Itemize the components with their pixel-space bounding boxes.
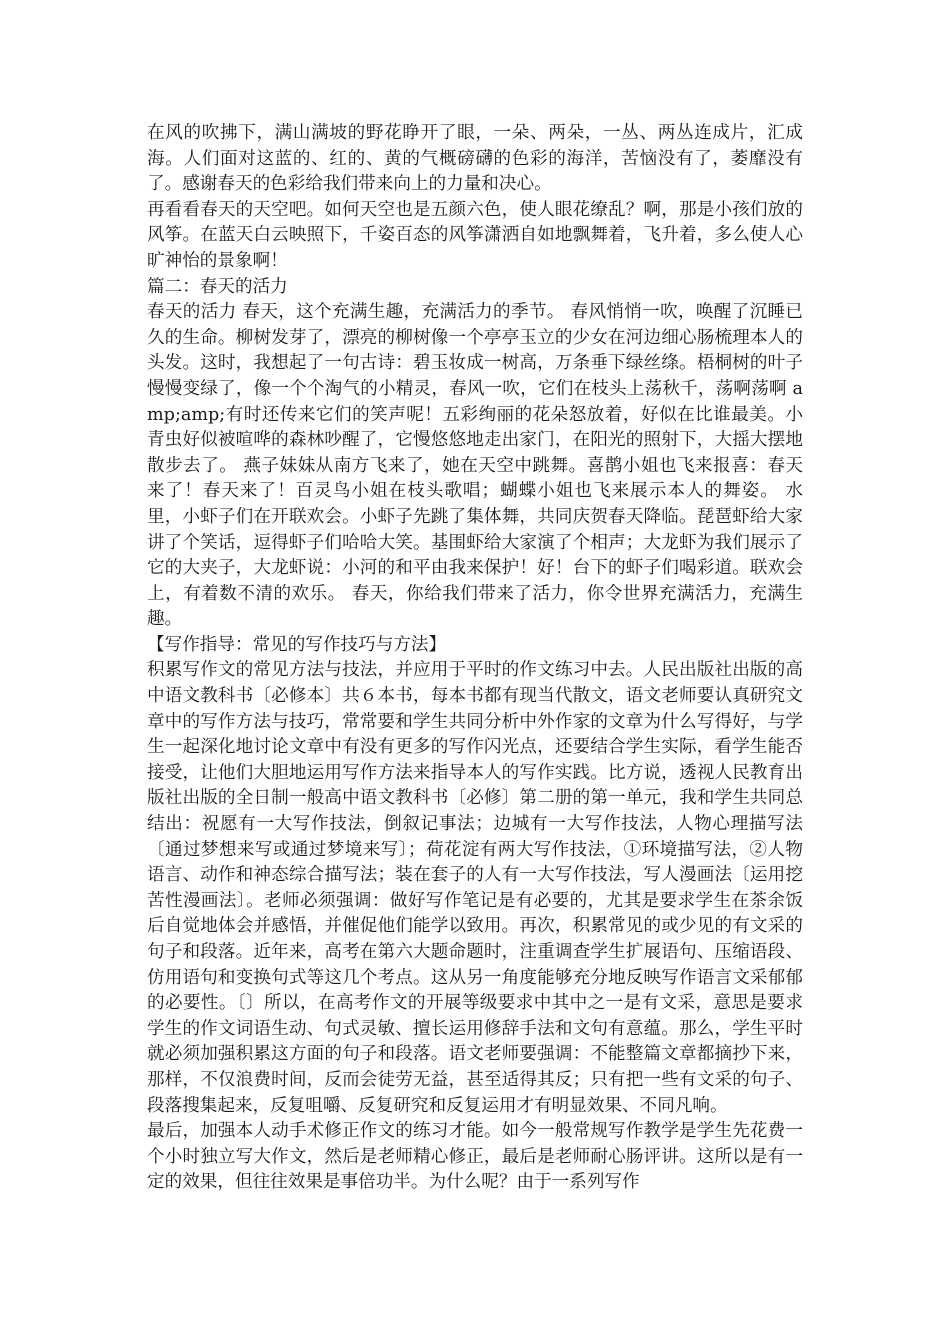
paragraph-writing-methods: 积累写作文的常见方法与技法，并应用于平时的作文练习中去。人民出版社出版的高中语文教科书〔必修本〕共６本书，每本书都有现当代散文，语文老师要认真研究文章中的写作方法与技巧，常常要和学生共同分析中外作家的文章为什么写得好，与学生一起深化地讨论文章中有没有更多的写作闪光点，还要结合学生实际，看学生能否接受，让他们大胆地运用写作方法来指导本人的写作实践。比方说，透视人民教育出版社出版的全日制一般高中语文教科书〔必修〕第二册的第一单元，我和学生共同总结出：祝愿有一大写作技法，倒叙记事法；边城有一大写作技法，人物心理描写法〔通过梦想来写或通过梦境来写〕；荷花淀有两大写作技法，①环境描写法，②人物语言、动作和神态综合描写法；装在套子的人有一大写作技法，写人漫画法〔运用挖苦性漫画法〕。老师必须强调：做好写作笔记是有必要的，尤其是要求学生在茶余饭后自觉地体会并感悟，并催促他们能学以致用。再次，积累常见的或少见的有文采的句子和段落。近年来，高考在第六大题命题时，注重调查学生扩展语句、压缩语段、仿用语句和变换句式等这几个考点。这从另一角度能够充分地反映写作语言文采郁郁的必要性。〔〕所以，在高考作文的开展等级要求中其中之一是有文采，意思是要求学生的作文词语生动、句式灵敏、擅长运用修辞手法和文句有意蕴。那么，学生平时就必须加强积累这方面的句子和段落。语文老师要强调：不能整篇文章都摘抄下来，那样，不仅浪费时间，反而会徒劳无益，甚至适得其反；只有把一些有文采的句子、段落搜集起来，反复咀嚼、反复研究和反复运用才有明显效果、不同凡响。 xyxy=(147,660,803,1116)
paragraph-spring-vitality: 春天的活力 春天，这个充满生趣，充满活力的季节。 春风悄悄一吹，唤醒了沉睡已久的生命。柳树发芽了，漂亮的柳树像一个亭亭玉立的少女在河边细心肠梳理本人的头发。这时，我想起了一句古诗：碧玉妆成一树高，万条垂下绿丝绦。梧桐树的叶子慢慢变绿了，像一个个淘气的小精灵，春风一吹，它们在枝头上荡秋千，荡啊荡啊 amp;amp;有时还传来它们的笑声呢！五彩绚丽的花朵怒放着，好似在比谁最美。小青虫好似被喧哗的森林吵醒了，它慢悠悠地走出家门，在阳光的照射下，大摇大摆地散步去了。 燕子妹妹从南方飞来了，她在天空中跳舞。喜鹊小姐也飞来报喜：春天来了！春天来了！百灵鸟小姐在枝头歌唱；蝴蝶小姐也飞来展示本人的舞姿。 水里，小虾子们在开联欢会。小虾子先跳了集体舞，共同庆贺春天降临。琵琶虾给大家讲了个笑话，逗得虾子们哈哈大笑。基围虾给大家演了个相声；大龙虾为我们展示了它的大夹子，大龙虾说：小河的和平由我来保护！好！台下的虾子们喝彩道。联欢会上，有着数不清的欢乐。 春天，你给我们带来了活力，你令世界充满活力，充满生趣。 xyxy=(147,302,803,630)
paragraph-revision-practice: 最后，加强本人动手术修正作文的练习才能。如今一般常规写作教学是学生先花费一个小时独立写大作文，然后是老师精心修正，最后是老师耐心肠评讲。这所以是有一定的效果，但往往效果是事倍功半。为什么呢？由于一系列写作 xyxy=(147,1121,803,1193)
paragraph-spring-sky: 再看看春天的天空吧。如何天空也是五颜六色，使人眼花缭乱？啊，那是小孩们放的风筝。在蓝天白云映照下，千姿百态的风筝潇洒自如地飘舞着，飞升着，多么使人心旷神怡的景象啊！ xyxy=(147,199,803,271)
document-page xyxy=(147,121,803,1196)
section-heading-writing-guide: 【写作指导：常见的写作技巧与方法】 xyxy=(147,634,447,655)
paragraph-spring-colors: 在风的吹拂下，满山满坡的野花睁开了眼，一朵、两朵，一丛、两丛连成片，汇成海。人们面对这蓝的、红的、黄的气概磅礴的色彩的海洋，苦恼没有了，萎靡没有了。感谢春天的色彩给我们带来向上的力量和决心。 xyxy=(147,123,803,195)
section-heading-part-two: 篇二：春天的活力 xyxy=(147,276,288,297)
